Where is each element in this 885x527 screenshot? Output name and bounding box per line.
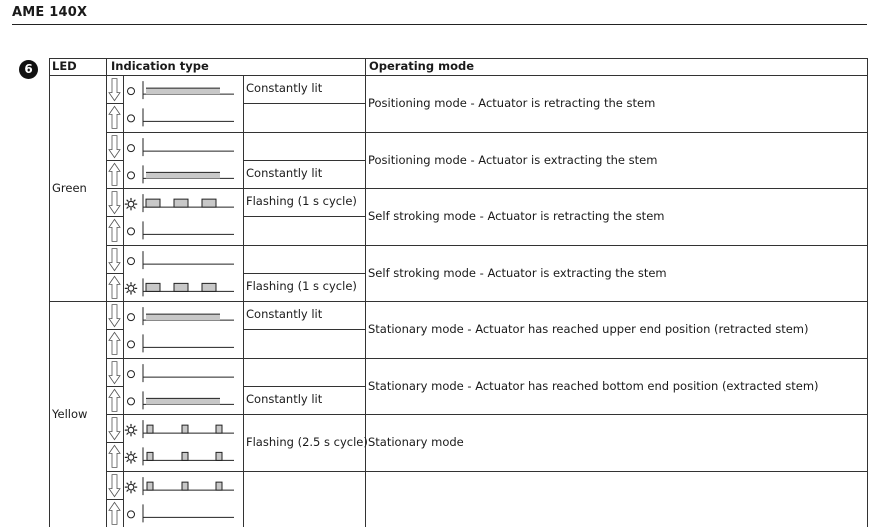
up-arrow-icon <box>109 276 120 298</box>
signal-pulse <box>216 452 222 460</box>
header-led: LED <box>52 59 77 73</box>
led-off-circle-icon <box>128 144 135 151</box>
signal-pulse <box>174 283 188 291</box>
down-arrow-icon <box>109 248 120 270</box>
down-arrow-icon <box>109 305 120 327</box>
led-off-circle-icon <box>128 510 135 517</box>
signal-pulse <box>147 452 153 460</box>
indication-diagram <box>106 414 243 471</box>
operating-mode-label: Positioning mode - Actuator is extracting the stem <box>368 153 657 167</box>
state-column-divider <box>243 471 244 527</box>
indication-state-label: Flashing (1 s cycle) <box>246 279 357 293</box>
led-indication-table <box>49 58 867 498</box>
indication-state-label: Constantly lit <box>246 307 322 321</box>
down-arrow-icon <box>109 79 120 101</box>
indication-diagram <box>106 358 243 415</box>
indication-state-label: Constantly lit <box>246 392 322 406</box>
state-split-rule <box>243 216 365 217</box>
led-off-circle-icon <box>128 341 135 348</box>
led-off-circle-icon <box>128 257 135 264</box>
table-border-left <box>49 58 50 527</box>
indication-state-label: Constantly lit <box>246 166 322 180</box>
indication-state-label: Flashing (1 s cycle) <box>246 194 357 208</box>
down-arrow-icon <box>109 361 120 383</box>
signal-on-bar <box>146 88 220 94</box>
state-split-rule <box>243 386 365 387</box>
led-color-label: Yellow <box>52 407 87 421</box>
led-off-circle-icon <box>128 228 135 235</box>
operating-mode-label: Stationary mode <box>368 435 464 449</box>
signal-pulse <box>202 199 216 207</box>
led-off-circle-icon <box>128 88 135 95</box>
led-off-circle-icon <box>128 370 135 377</box>
table-border-right <box>867 58 868 527</box>
operating-mode-label: Positioning mode - Actuator is retracting the stem <box>368 96 655 110</box>
down-arrow-icon <box>109 192 120 214</box>
indication-diagram <box>106 188 243 245</box>
led-flashing-sun-icon <box>125 424 137 436</box>
indication-state-label: Constantly lit <box>246 81 322 95</box>
indication-diagram <box>106 471 243 527</box>
led-color-label: Green <box>52 181 87 195</box>
up-arrow-icon <box>109 106 120 128</box>
up-arrow-icon <box>109 332 120 354</box>
signal-pulse <box>216 425 222 433</box>
state-split-rule <box>243 273 365 274</box>
indication-diagram <box>106 245 243 302</box>
indication-state-label: Flashing (2.5 s cycle) <box>246 435 368 449</box>
led-off-circle-icon <box>128 314 135 321</box>
state-split-rule <box>243 160 365 161</box>
up-arrow-icon <box>109 445 120 467</box>
down-arrow-icon <box>109 135 120 157</box>
operating-mode-label: Self stroking mode - Actuator is extracting the stem <box>368 266 667 280</box>
led-off-circle-icon <box>128 171 135 178</box>
led-flashing-sun-icon <box>125 198 137 210</box>
led-group-rule <box>49 301 106 302</box>
title-rule <box>12 24 867 25</box>
signal-pulse <box>146 199 160 207</box>
state-column-divider <box>243 414 244 471</box>
header-indication-type: Indication type <box>111 59 209 73</box>
signal-pulse <box>202 283 216 291</box>
up-arrow-icon <box>109 163 120 185</box>
mode-column-divider <box>365 58 366 527</box>
state-split-rule <box>243 103 365 104</box>
document-title: AME 140X <box>12 5 87 20</box>
signal-pulse <box>146 283 160 291</box>
signal-pulse <box>147 425 153 433</box>
signal-pulse <box>182 482 188 490</box>
led-flashing-sun-icon <box>125 451 137 463</box>
signal-pulse <box>216 482 222 490</box>
signal-pulse <box>147 482 153 490</box>
header-operating-mode: Operating mode <box>369 59 474 73</box>
indication-diagram <box>106 301 243 358</box>
step-number-badge: 6 <box>19 60 38 79</box>
signal-pulse <box>182 425 188 433</box>
operating-mode-label: Stationary mode - Actuator has reached bottom end position (extracted stem) <box>368 379 819 393</box>
signal-on-bar <box>146 172 220 178</box>
signal-pulse <box>182 452 188 460</box>
operating-mode-label: Self stroking mode - Actuator is retracting the stem <box>368 209 664 223</box>
operating-mode-label: Stationary mode - Actuator has reached upper end position (retracted stem) <box>368 322 809 336</box>
up-arrow-icon <box>109 219 120 241</box>
led-flashing-sun-icon <box>125 480 137 492</box>
down-arrow-icon <box>109 474 120 496</box>
signal-on-bar <box>146 398 220 404</box>
indication-diagram <box>106 75 243 132</box>
signal-pulse <box>174 199 188 207</box>
up-arrow-icon <box>109 389 120 411</box>
state-split-rule <box>243 329 365 330</box>
table-border-top <box>49 58 867 59</box>
led-flashing-sun-icon <box>125 282 137 294</box>
led-off-circle-icon <box>128 115 135 122</box>
up-arrow-icon <box>109 502 120 524</box>
signal-on-bar <box>146 314 220 320</box>
down-arrow-icon <box>109 418 120 440</box>
led-off-circle-icon <box>128 397 135 404</box>
indication-diagram <box>106 132 243 189</box>
